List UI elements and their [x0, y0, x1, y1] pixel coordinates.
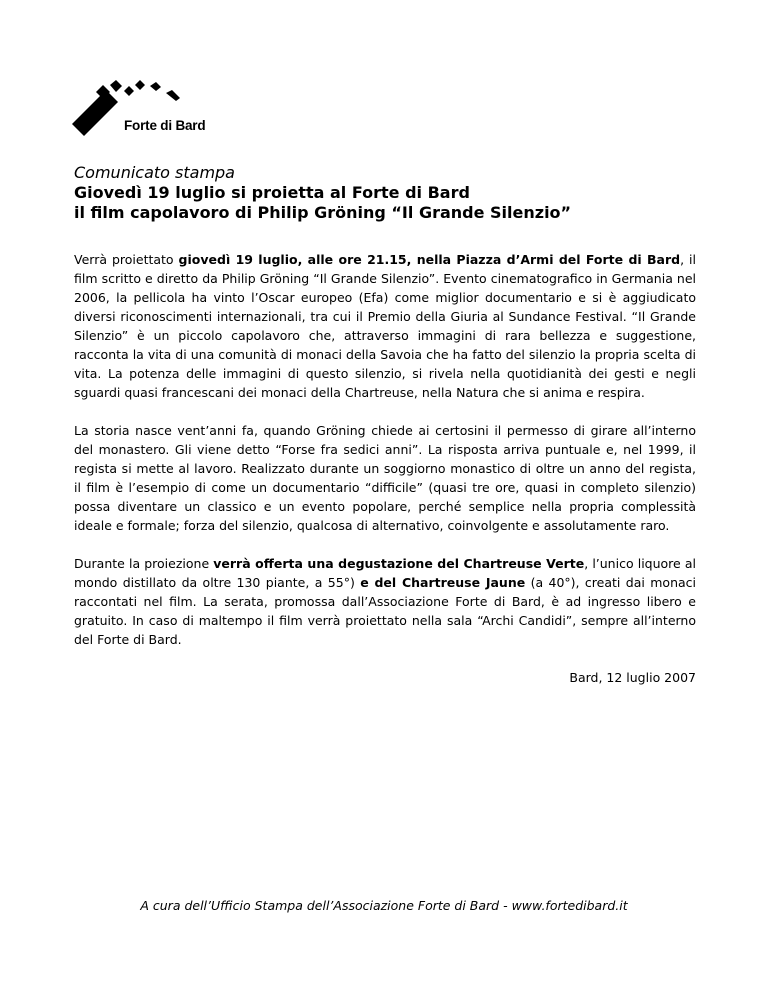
body-text: , il film scritto e diretto da Philip Gröning “Il Grande Silenzio”. Evento cinematografico in Germania nel 2006, la pellicola ha vinto l’Oscar europeo (Efa) come miglior documentario e si è aggiudicato diversi riconoscimenti internazionali, tra cui il Premio della Giuria al Sundance Festival. “Il Grande Silenzio” è un piccolo capolavoro che, attraverso immagini di rara bellezza e suggestione, racconta la vita di una comunità di monaci della Savoia che ha fatto del silenzio la propria scelta di vita. La potenza delle immagini di questo silenzio, si rivela nella quotidianità dei gesti e negli sguardi quasi francescani dei monaci della Chartreuse, nella Natura che si anima e respira. — [74, 252, 696, 400]
dateline: Bard, 12 luglio 2007 — [569, 670, 696, 685]
press-release-body — [74, 250, 696, 687]
footer-credit: A cura dell’Ufficio Stampa dell’Associazione Forte di Bard - www.fortedibard.it — [140, 898, 628, 913]
paragraph-3 — [74, 554, 696, 649]
logo — [72, 80, 217, 138]
logo-wordmark: Forte di Bard — [124, 118, 206, 133]
document-type: Comunicato stampa — [74, 163, 235, 182]
paragraph-1 — [74, 250, 696, 402]
headline-line-2: il film capolavoro di Philip Gröning “Il Grande Silenzio” — [74, 203, 572, 222]
body-text: Verrà proiettato — [74, 252, 179, 267]
body-text: , l’unico liquore al mondo distillato da oltre 130 piante, a 55°) — [74, 556, 696, 590]
emphasis-text: verrà offerta una degustazione del Chartreuse Verte — [213, 556, 585, 571]
emphasis-text: e del Chartreuse Jaune — [360, 575, 526, 590]
body-text: Durante la proiezione — [74, 556, 214, 571]
body-text: La storia nasce vent’anni fa, quando Gröning chiede ai certosini il permesso di girare all’interno del monastero. Gli viene detto “Forse fra sedici anni”. La risposta arriva puntuale e, nel 1999, il regista si mette al lavoro. Realizzato durante un soggiorno monastico di oltre un anno del regista, il film è l’esempio di come un documentario “difficile” (quasi tre ore, quasi in completo silenzio) possa diventare un classico e un evento popolare, perché semplice nella propria complessità ideale e formale; forza del silenzio, qualcosa di alternativo, coinvolgente e assolutamente raro. — [74, 423, 696, 533]
paragraph-2 — [74, 421, 696, 535]
headline-line-1: Giovedì 19 luglio si proietta al Forte di Bard — [74, 183, 470, 202]
body-text: (a 40°), creati dai monaci raccontati nel film. La serata, promossa dall’Associazione Forte di Bard, è ad ingresso libero e gratuito. In caso di maltempo il film verrà proiettato nella sala “Archi Candidi”, sempre all’interno del Forte di Bard. — [74, 575, 696, 647]
header — [74, 163, 714, 223]
emphasis-text: giovedì 19 luglio, alle ore 21.15, nella Piazza d’Armi del Forte di Bard — [178, 252, 681, 267]
